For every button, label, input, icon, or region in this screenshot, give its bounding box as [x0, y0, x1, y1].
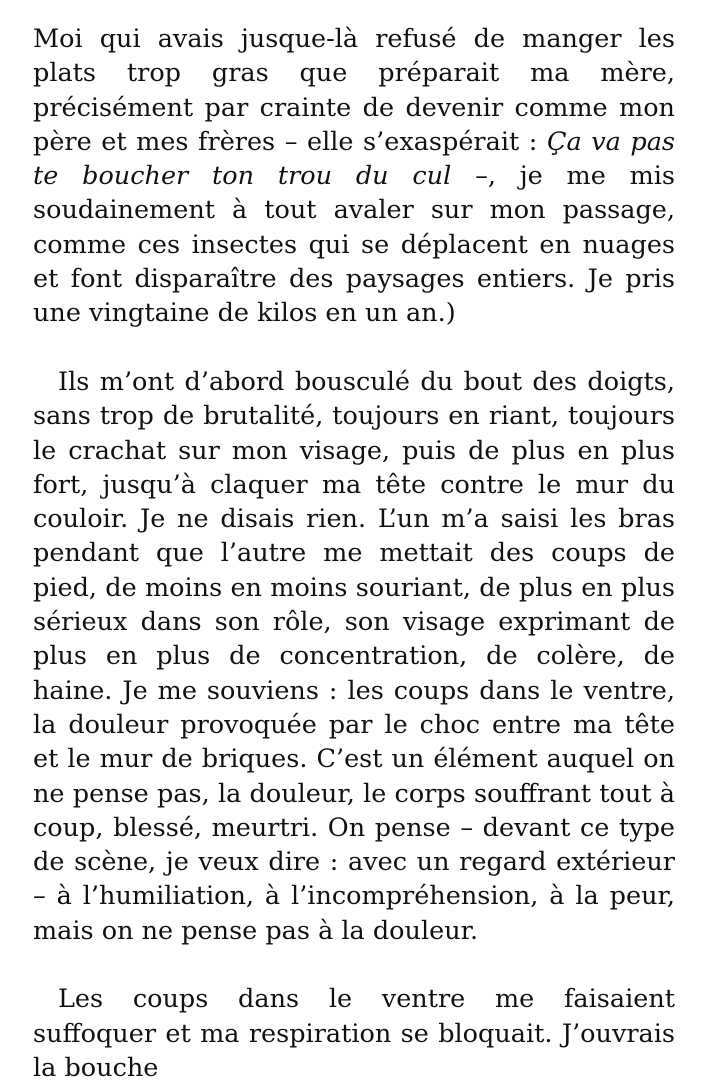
book-page: [33, 22, 675, 1085]
paragraph-2: Ils m’ont d’abord bousculé du bout des doigts, sans trop de brutalité, toujours en riant, toujours le crachat sur mon visage, puis de plus en plus fort, jusqu’à claquer ma tête contre le mur du couloir. Je ne disais rien. L’un m’a saisi les bras pendant que l’autre me mettait des coups de pied, de moins en moins souriant, de plus en plus sérieux dans son rôle, son visage exprimant de plus en plus de concentration, de colère, de haine. Je me souviens : les coups dans le ventre, la douleur provoquée par le choc entre ma tête et le mur de briques. C’est un élément auquel on ne pense pas, la douleur, le corps souffrant tout à coup, blessé, meurtri. On pense – devant ce type de scène, je veux dire : avec un regard extérieur – à l’humiliation, à l’incompréhension, à la peur, mais on ne pense pas à la douleur.: [33, 366, 675, 946]
paragraph-3: Les coups dans le ventre me faisaient suffoquer et ma respiration se bloquait. J’ouvrais la bouche: [33, 984, 675, 1083]
paragraph-1: [33, 22, 675, 331]
paragraph-1-text-start: Moi qui avais jusque-là refusé de manger les plats trop gras que préparait ma mère, précisément par crainte de devenir comme mon père et mes frères – elle s’exaspérait :: [33, 24, 675, 157]
paragraph-1-italic-quote: Ça va pas te boucher ton trou du cul: [33, 126, 675, 192]
paragraph-1-text-end: –, je me mis soudainement à tout avaler sur mon passage, comme ces insectes qui se déplacent en nuages et font disparaître des paysages entiers. Je pris une vingtaine de kilos en un an.): [33, 161, 676, 329]
